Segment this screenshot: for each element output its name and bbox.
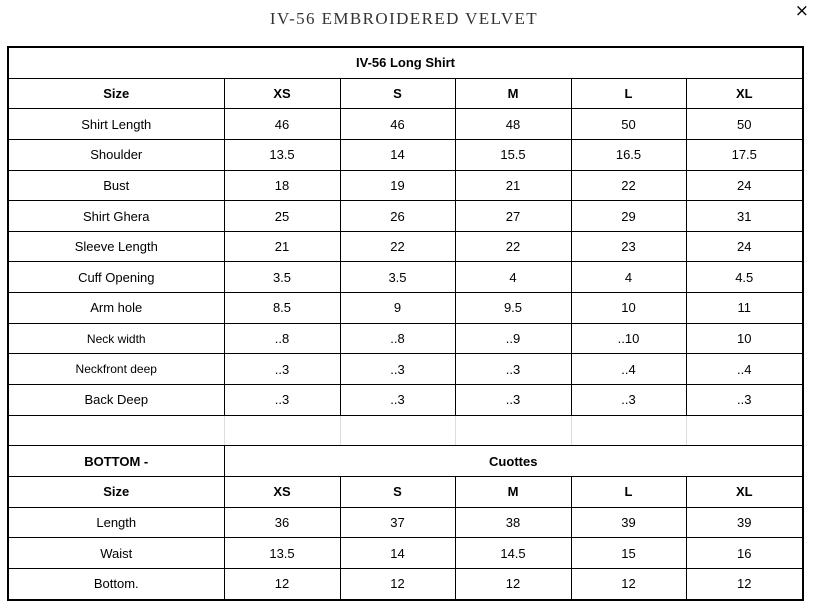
- row-label: Sleeve Length: [8, 231, 224, 262]
- table-cell: 31: [686, 201, 803, 232]
- table-cell: 21: [455, 170, 571, 201]
- table-cell: 37: [340, 507, 455, 538]
- measurement-row: [8, 262, 803, 293]
- table-cell: 14: [340, 538, 455, 569]
- table-cell: ..4: [571, 354, 686, 385]
- table-cell: 12: [455, 568, 571, 599]
- table-cell: ..8: [340, 323, 455, 354]
- measurement-row: [8, 201, 803, 232]
- measurement-row: [8, 354, 803, 385]
- table-cell: 10: [571, 293, 686, 324]
- table-cell: 9.5: [455, 293, 571, 324]
- table-cell: 16.5: [571, 139, 686, 170]
- table-cell: 15.5: [455, 139, 571, 170]
- measurement-row: [8, 507, 803, 538]
- empty-cell: [571, 415, 686, 446]
- table-cell: 24: [686, 231, 803, 262]
- empty-cell: [686, 415, 803, 446]
- table-cell: 36: [224, 507, 340, 538]
- size-header-label: Size: [8, 476, 224, 507]
- measurement-row: [8, 385, 803, 416]
- table-cell: 19: [340, 170, 455, 201]
- table-cell: 38: [455, 507, 571, 538]
- table-cell: 39: [571, 507, 686, 538]
- table-cell: 39: [686, 507, 803, 538]
- measurement-row: [8, 568, 803, 599]
- table-cell: ..3: [340, 354, 455, 385]
- row-label: Cuff Opening: [8, 262, 224, 293]
- measurement-row: [8, 538, 803, 569]
- table-cell: 12: [224, 568, 340, 599]
- size-header-cell: XS: [224, 476, 340, 507]
- row-label: Shoulder: [8, 139, 224, 170]
- table-cell: 17.5: [686, 139, 803, 170]
- measurement-row: [8, 170, 803, 201]
- size-chart-table: [7, 46, 804, 601]
- table-heading: IV-56 Long Shirt: [8, 47, 803, 78]
- table-cell: 26: [340, 201, 455, 232]
- table-cell: 25: [224, 201, 340, 232]
- row-label: Length: [8, 507, 224, 538]
- table-cell: ..3: [455, 385, 571, 416]
- measurement-row: [8, 109, 803, 140]
- table-cell: 18: [224, 170, 340, 201]
- row-label: Arm hole: [8, 293, 224, 324]
- table-cell: 4: [455, 262, 571, 293]
- table-cell: ..9: [455, 323, 571, 354]
- table-cell: ..3: [686, 385, 803, 416]
- table-cell: ..4: [686, 354, 803, 385]
- size-header-row: [8, 78, 803, 109]
- table-cell: 46: [224, 109, 340, 140]
- size-header-cell: XL: [686, 78, 803, 109]
- table-heading-row: [8, 47, 803, 78]
- table-cell: ..3: [224, 354, 340, 385]
- table-cell: 27: [455, 201, 571, 232]
- table-cell: 4.5: [686, 262, 803, 293]
- table-cell: 22: [340, 231, 455, 262]
- table-cell: ..10: [571, 323, 686, 354]
- row-label: Back Deep: [8, 385, 224, 416]
- row-label: Neckfront deep: [8, 354, 224, 385]
- size-header-cell: XL: [686, 476, 803, 507]
- empty-cell: [340, 415, 455, 446]
- row-label: Bust: [8, 170, 224, 201]
- row-label: Neck width: [8, 323, 224, 354]
- empty-cell: [455, 415, 571, 446]
- table-cell: 10: [686, 323, 803, 354]
- measurement-row: [8, 293, 803, 324]
- table-cell: ..3: [455, 354, 571, 385]
- table-cell: 11: [686, 293, 803, 324]
- table-cell: ..3: [224, 385, 340, 416]
- table-cell: 48: [455, 109, 571, 140]
- close-icon[interactable]: ×: [794, 1, 809, 21]
- size-header-label: Size: [8, 78, 224, 109]
- size-header-cell: M: [455, 78, 571, 109]
- table-cell: 3.5: [340, 262, 455, 293]
- size-header-cell: XS: [224, 78, 340, 109]
- size-header-cell: S: [340, 476, 455, 507]
- table-cell: 50: [686, 109, 803, 140]
- table-cell: 14: [340, 139, 455, 170]
- size-header-cell: L: [571, 78, 686, 109]
- table-cell: 13.5: [224, 538, 340, 569]
- table-cell: 21: [224, 231, 340, 262]
- bottom-heading: Cuottes: [224, 446, 803, 477]
- bottom-heading-row: [8, 446, 803, 477]
- size-header-row: [8, 476, 803, 507]
- measurement-row: [8, 323, 803, 354]
- table-cell: 22: [455, 231, 571, 262]
- row-label: Waist: [8, 538, 224, 569]
- size-header-cell: M: [455, 476, 571, 507]
- table-cell: 50: [571, 109, 686, 140]
- size-header-cell: S: [340, 78, 455, 109]
- table-cell: 3.5: [224, 262, 340, 293]
- spacer-row: [8, 415, 803, 446]
- table-cell: 29: [571, 201, 686, 232]
- size-header-cell: L: [571, 476, 686, 507]
- row-label: Shirt Length: [8, 109, 224, 140]
- table-cell: ..8: [224, 323, 340, 354]
- table-cell: ..3: [340, 385, 455, 416]
- table-cell: 9: [340, 293, 455, 324]
- measurement-row: [8, 139, 803, 170]
- modal-title: IV-56 EMBROIDERED VELVET: [269, 9, 539, 28]
- table-cell: 16: [686, 538, 803, 569]
- bottom-label: BOTTOM -: [8, 446, 224, 477]
- row-label: Shirt Ghera: [8, 201, 224, 232]
- table-cell: 15: [571, 538, 686, 569]
- table-cell: 13.5: [224, 139, 340, 170]
- row-label: Bottom.: [8, 568, 224, 599]
- empty-cell: [224, 415, 340, 446]
- table-cell: 14.5: [455, 538, 571, 569]
- table-cell: 12: [571, 568, 686, 599]
- table-cell: 12: [340, 568, 455, 599]
- table-cell: ..3: [571, 385, 686, 416]
- table-cell: 8.5: [224, 293, 340, 324]
- table-cell: 22: [571, 170, 686, 201]
- empty-cell: [8, 415, 224, 446]
- table-cell: 23: [571, 231, 686, 262]
- table-cell: 12: [686, 568, 803, 599]
- measurement-row: [8, 231, 803, 262]
- table-cell: 4: [571, 262, 686, 293]
- table-cell: 46: [340, 109, 455, 140]
- table-cell: 24: [686, 170, 803, 201]
